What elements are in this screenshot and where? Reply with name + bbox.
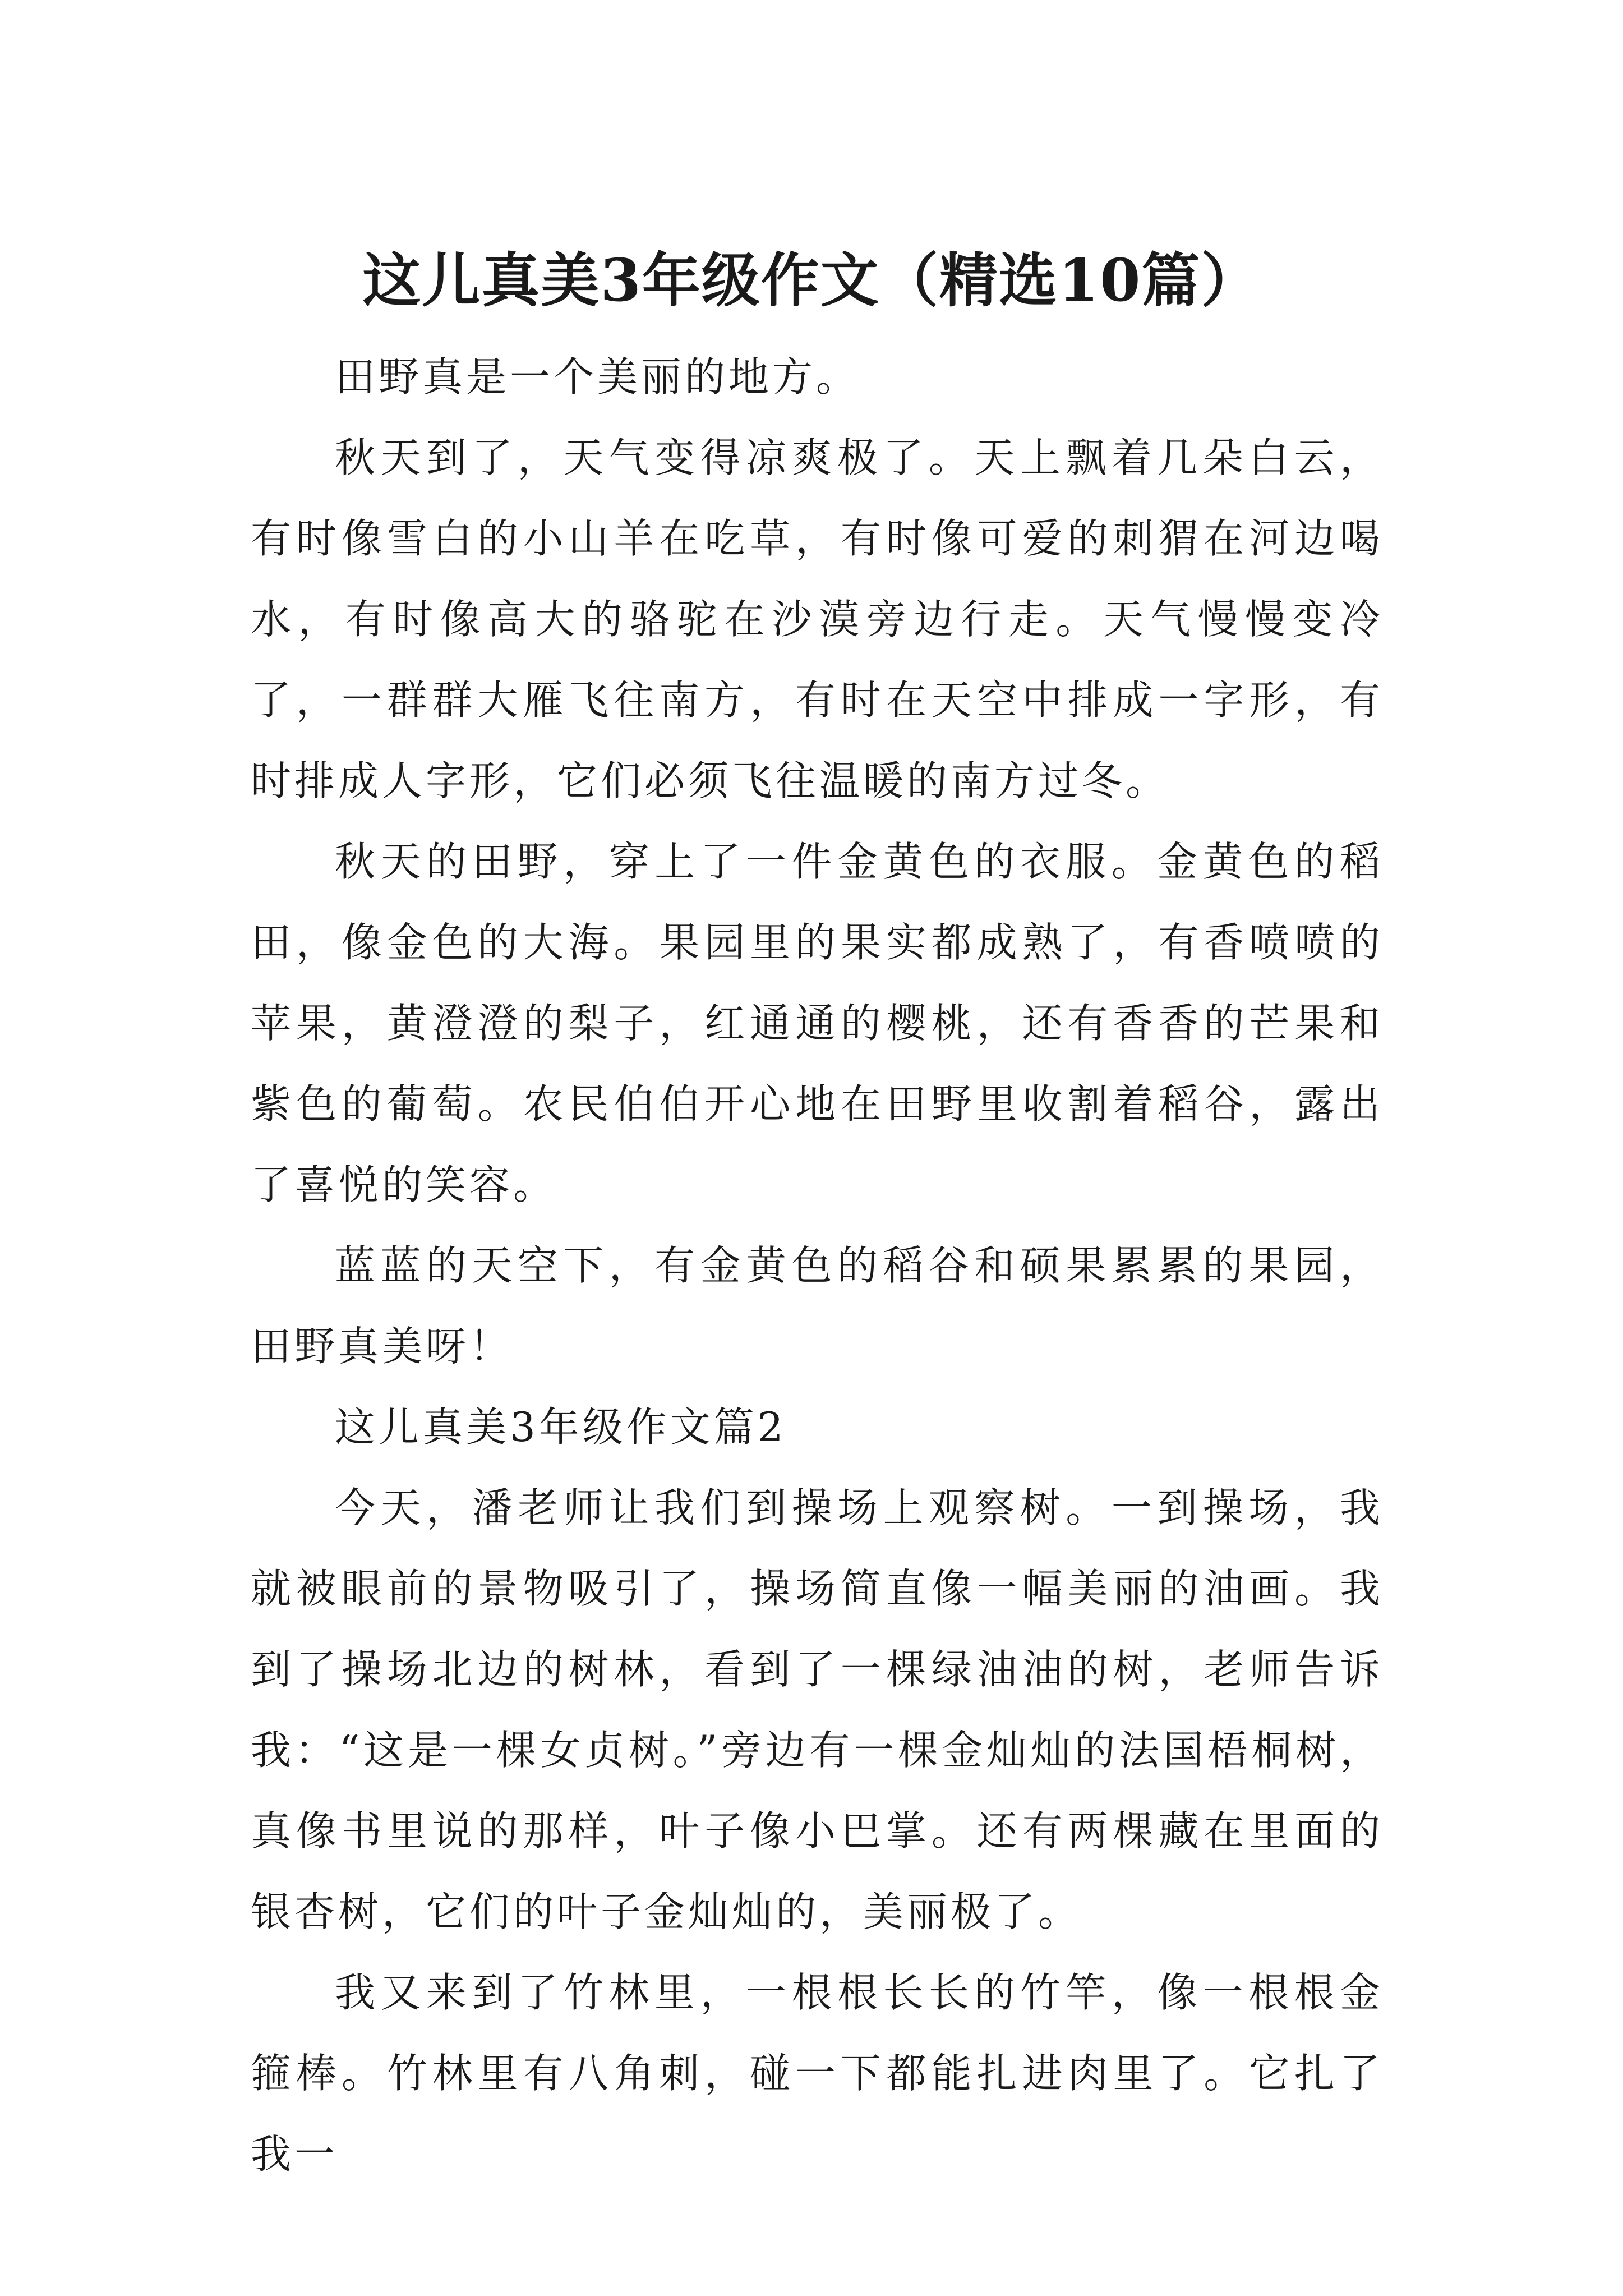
paragraph: 今天，潘老师让我们到操场上观察树。一到操场，我就被眼前的景物吸引了，操场简直像一幅美丽的油画。我到了操场北边的树林，看到了一棵绿油油的树，老师告诉我：“这是一棵女贞树。”旁边有一棵金灿灿的法国梧桐树，真像书里说的那样，叶子像小巴掌。还有两棵藏在里面的银杏树，它们的叶子金灿灿的，美丽极了。	[251, 1484, 1384, 1935]
paragraph: 秋天的田野，穿上了一件金黄色的衣服。金黄色的稻田，像金色的大海。果园里的果实都成熟了，有香喷喷的苹果，黄澄澄的梨子，红通通的樱桃，还有香香的芒果和紫色的葡萄。农民伯伯开心地在田野里收割着稻谷，露出了喜悦的笑容。	[251, 838, 1384, 1208]
section-heading: 这儿真美3年级作文篇2	[335, 1404, 787, 1451]
document-body	[251, 337, 1384, 2194]
paragraph: 秋天到了，天气变得凉爽极了。天上飘着几朵白云，有时像雪白的小山羊在吃草，有时像可爱的刺猬在河边喝水，有时像高大的骆驼在沙漠旁边行走。天气慢慢变冷了，一群群大雁飞往南方，有时在天空中排成一字形，有时排成人字形，它们必须飞往温暖的南方过冬。	[251, 434, 1384, 804]
paragraph: 我又来到了竹林里，一根根长长的竹竿，像一根根金箍棒。竹林里有八角刺，碰一下都能扎进肉里了。它扎了我一	[251, 1969, 1384, 2178]
paragraph: 蓝蓝的天空下，有金黄色的稻谷和硕果累累的果园，田野真美呀！	[251, 1242, 1384, 1370]
paragraph: 田野真是一个美丽的地方。	[335, 353, 860, 401]
document-title: 这儿真美3年级作文（精选10篇）	[362, 245, 1261, 315]
